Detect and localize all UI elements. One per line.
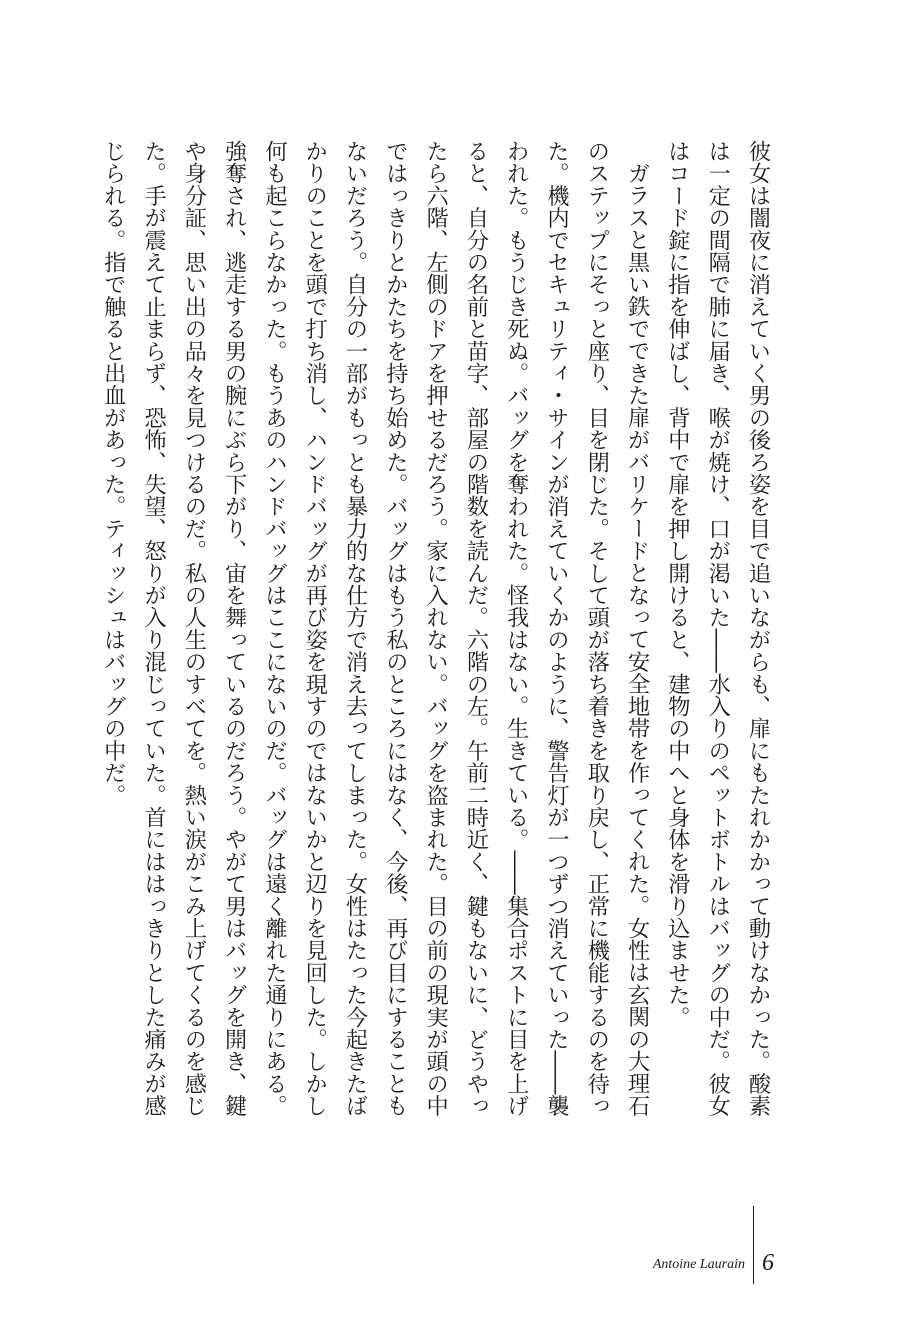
body-text <box>100 140 778 1130</box>
paragraph: ガラスと黒い鉄でできた扉がバリケードとなって安全地帯を作ってくれた。女性は玄関の大理石のステップにそっと座り、目を閉じた。そして頭が落ち着きを取り戻し、正常に機能するのを待った。機内でセキュリティ・サインが消えていくかのように、警告灯が一つずつ消えていった――襲われた。もうじき死ぬ。バッグを奪われた。怪我はない。生きている。――集合ポストに目を上げると、自分の名前と苗字、部屋の階数を読んだ。六階の左。午前二時近く、鍵もないに、どうやったら六階、左側のドアを押せるだろう。家に入れない。バッグを盗まれた。目の前の現実が頭の中ではっきりとかたちを持ち始めた。バッグはもう私のところにはなく、今後、再び目にすることもないだろう。自分の一部がもっとも暴力的な仕方で消え去ってしまった。女性はたった今起きたばかりのことを頭で打ち消し、ハンドバッグが再び姿を現すのではないかと辺りを見回した。しかし何も起こらなかった。もうあのハンドバッグはここにないのだ。バッグは遠く離れた通りにある。強奪され、逃走する男の腕にぶら下がり、宙を舞っているのだろう。やがて男はバッグを開き、鍵や身分証、思い出の品々を見つけるのだ。私の人生のすべてを。熱い涙がこみ上げてくるのを感じた。手が震えて止まらず、恐怖、失望、怒りが入り混じっていた。首にははっきりとした痛みが感じられる。指で触ると出血があった。ティッシュはバッグの中だ。 <box>100 140 651 1117</box>
running-footer-author: Antoine Laurain <box>652 1257 745 1272</box>
paragraph: 彼女は闇夜に消えていく男の後ろ姿を目で追いながらも、扉にもたれかかって動けなかった。酸素は一定の間隔で肺に届き、喉が焼け、口が渇いた――水入りのペットボトルはバッグの中だ。彼女はコード錠に指を伸ばし、背中で扉を押し開けると、建物の中へと身体を滑り込ませた。 <box>664 140 771 1117</box>
footer-divider <box>753 1206 754 1284</box>
page-number: 6 <box>762 1250 774 1276</box>
